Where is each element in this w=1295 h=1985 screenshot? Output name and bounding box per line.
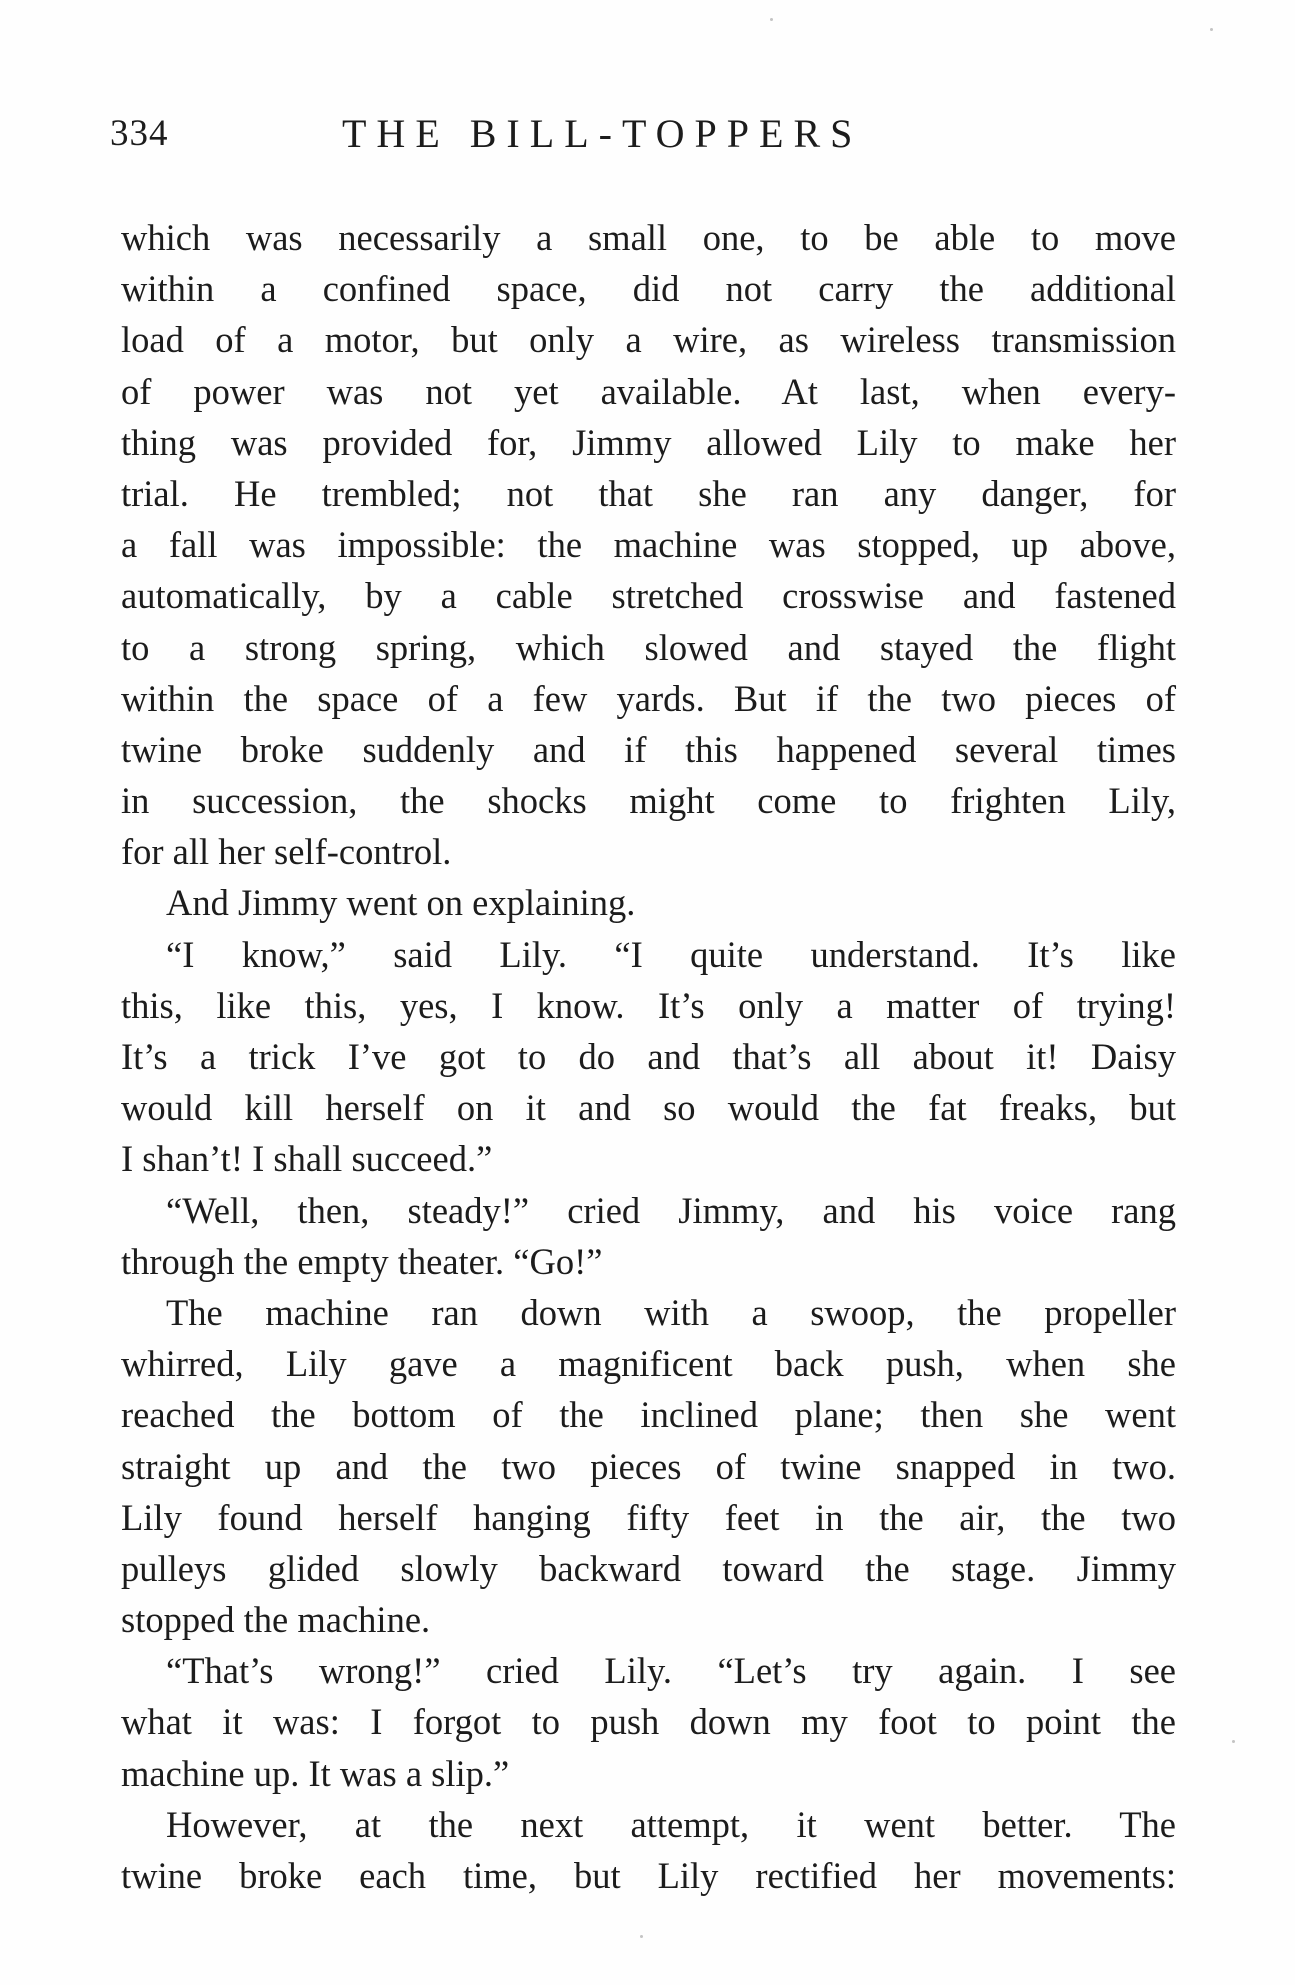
page-number: 334 (110, 113, 169, 154)
text-line: within the space of a few yards. But if the two pieces of (121, 677, 1176, 719)
text-line: The machine ran down with a swoop, the propeller (166, 1291, 1176, 1333)
text-line: “I know,” said Lily. “I quite understand. It’s like (166, 933, 1176, 975)
text-line: reached the bottom of the inclined plane; then she went (121, 1394, 1176, 1436)
text-line: whirred, Lily gave a magnificent back push, when she (121, 1343, 1176, 1385)
text-line: straight up and the two pieces of twine snapped in two. (121, 1445, 1176, 1487)
text-line: I shan’t! I shall succeed.” (121, 1138, 493, 1180)
text-line: thing was provided for, Jimmy allowed Lily to make her (121, 421, 1176, 463)
text-line: which was necessarily a small one, to be able to move (121, 217, 1176, 258)
text-line: And Jimmy went on explaining. (166, 882, 636, 924)
text-line: this, like this, yes, I know. It’s only a matter of trying! (121, 984, 1176, 1026)
text-line: machine up. It was a slip.” (121, 1752, 510, 1794)
paper-speck (1232, 1740, 1235, 1743)
text-line: for all her self-control. (121, 831, 452, 873)
text-line: twine broke each time, but Lily rectified her movements: (121, 1855, 1176, 1896)
page-header (110, 108, 1180, 168)
text-line: Lily found herself hanging fifty feet in the air, the two (121, 1496, 1176, 1538)
text-line: load of a motor, but only a wire, as wireless transmission (121, 319, 1176, 361)
text-line: through the empty theater. “Go!” (121, 1240, 603, 1282)
paper-speck (770, 18, 773, 21)
body-text (121, 212, 1176, 1901)
text-line: within a confined space, did not carry the additional (121, 268, 1176, 310)
paper-speck (1210, 28, 1213, 31)
text-line: stopped the machine. (121, 1599, 431, 1641)
text-line: what it was: I forgot to push down my foot to point the (121, 1701, 1176, 1743)
text-line: trial. He trembled; not that she ran any danger, for (121, 472, 1176, 514)
text-line: However, at the next attempt, it went better. The (166, 1803, 1176, 1845)
text-line: of power was not yet available. At last, when every- (121, 370, 1176, 412)
text-line: automatically, by a cable stretched crosswise and fastened (121, 575, 1176, 617)
text-line: “That’s wrong!” cried Lily. “Let’s try again. I see (166, 1650, 1176, 1692)
text-line: would kill herself on it and so would the fat freaks, but (121, 1087, 1176, 1129)
running-title: THE BILL-TOPPERS (342, 111, 863, 156)
text-line: twine broke suddenly and if this happened several times (121, 728, 1176, 770)
text-line: “Well, then, steady!” cried Jimmy, and his voice rang (166, 1189, 1176, 1231)
text-line: pulleys glided slowly backward toward the stage. Jimmy (121, 1547, 1176, 1589)
text-line: to a strong spring, which slowed and stayed the flight (121, 626, 1176, 668)
text-line: in succession, the shocks might come to frighten Lily, (121, 780, 1176, 822)
paper-speck (640, 1935, 643, 1938)
text-line: It’s a trick I’ve got to do and that’s all about it! Daisy (121, 1036, 1176, 1077)
text-line: a fall was impossible: the machine was stopped, up above, (121, 524, 1176, 566)
